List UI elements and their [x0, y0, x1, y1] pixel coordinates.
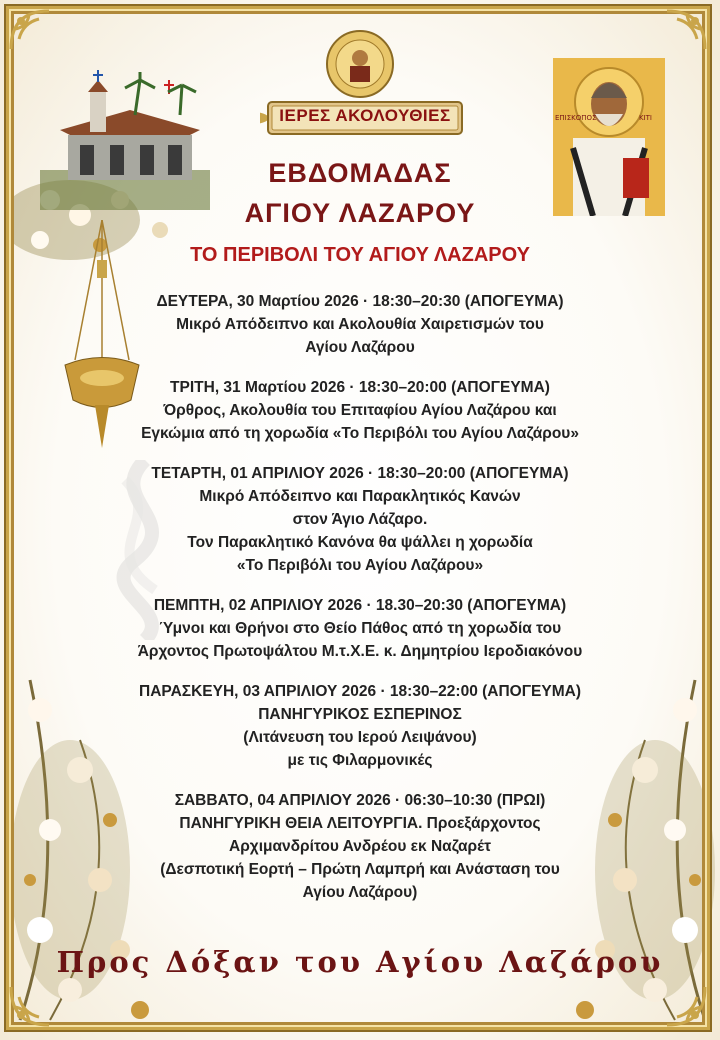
page-title-line1: ΕΒΔΟΜΑΔΑΣ [268, 158, 452, 188]
event-description-line: (Δεσποτική Εορτή – Πρώτη Λαμπρή και Ανάσταση του [160, 861, 560, 878]
event-description-line: Αγίου Λαζάρου) [302, 884, 418, 901]
banner-label: ΙΕΡΕΣ ΑΚΟΛΟΥΘΙΕΣ [279, 106, 451, 125]
page-title-line2: ΑΓΙΟΥ ΛΑΖΑΡΟΥ [244, 198, 476, 228]
event-description-line: Εγκώμια από τη χορωδία «Το Περιβόλι του Αγίου Λαζάρου» [141, 425, 579, 442]
event-date: ΔΕΥΤΕΡΑ, 30 Μαρτίου 2026 · 18:30–20:30 (ΑΠΟΓΕΥΜΑ) [156, 293, 564, 310]
frame-corner-ornament [647, 9, 707, 69]
event-date: ΤΕΤΑΡΤΗ, 01 ΑΠΡΙΛΙΟΥ 2026 · 18:30–20:00 (ΑΠΟΓΕΥΜΑ) [151, 465, 569, 482]
frame-corner-ornament [647, 967, 707, 1027]
footer-blessing: Προς Δόξαν του Αγίου Λαζάρου [56, 945, 664, 979]
icon-inscription-right: ΚΙΤΙ [639, 114, 652, 122]
event-date: ΤΡΙΤΗ, 31 Μαρτίου 2026 · 18:30–20:00 (ΑΠΟΓΕΥΜΑ) [170, 379, 550, 396]
frame-corner-ornament [9, 967, 69, 1027]
frame-corner-ornament [9, 9, 69, 69]
page-subtitle: ΤΟ ΠΕΡΙΒΟΛΙ ΤΟΥ ΑΓΙΟΥ ΛΑΖΑΡΟΥ [190, 244, 530, 266]
event-description-line: Μικρό Απόδειπνο και Ακολουθία Χαιρετισμών του [176, 316, 544, 333]
event-description-line: Τον Παρακλητικό Κανόνα θα ψάλλει η χορωδία [187, 534, 533, 551]
event-description-line: Ύμνοι και Θρήνοι στο Θείο Πάθος από τη χορωδία του [158, 620, 562, 637]
event-date: ΣΑΒΒΑΤΟ, 04 ΑΠΡΙΛΙΟΥ 2026 · 06:30–10:30 (ΠΡΩΙ) [174, 792, 546, 809]
event-description-line: Άρχοντος Πρωτοψάλτου Μ.τ.Χ.Ε. κ. Δημητρίου Ιεροδιακόνου [137, 643, 583, 660]
event-description-line: με τις Φιλαρμονικές [287, 752, 433, 769]
event-description-line: ΠΑΝΗΓΥΡΙΚΗ ΘΕΙΑ ΛΕΙΤΟΥΡΓΙΑ. Προεξάρχοντος [179, 815, 541, 832]
event-description-line: Αγίου Λαζάρου [305, 339, 415, 356]
icon-inscription-left: ΕΠΙΣΚΟΠΟΣ [555, 114, 597, 122]
event-date: ΠΕΜΠΤΗ, 02 ΑΠΡΙΛΙΟΥ 2026 · 18.30–20:30 (ΑΠΟΓΕΥΜΑ) [153, 597, 567, 614]
gold-frame-border [6, 6, 710, 1030]
event-description-line: στον Άγιο Λάζαρο. [292, 511, 428, 528]
event-description-line: (Λιτάνευση του Ιερού Λειψάνου) [243, 729, 477, 746]
event-description-line: Μικρό Απόδειπνο και Παρακλητικός Κανών [199, 488, 521, 505]
event-description-line: Αρχιμανδρίτου Ανδρέου εκ Ναζαρέτ [229, 838, 491, 855]
event-description-line: ΠΑΝΗΓΥΡΙΚΟΣ ΕΣΠΕΡΙΝΟΣ [258, 706, 462, 723]
event-description-line: Όρθρος, Ακολουθία του Επιταφίου Αγίου Λαζάρου και [163, 402, 557, 419]
event-description-line: «Το Περιβόλι του Αγίου Λαζάρου» [236, 557, 484, 574]
event-date: ΠΑΡΑΣΚΕΥΗ, 03 ΑΠΡΙΛΙΟΥ 2026 · 18:30–22:00 (ΑΠΟΓΕΥΜΑ) [139, 683, 581, 700]
